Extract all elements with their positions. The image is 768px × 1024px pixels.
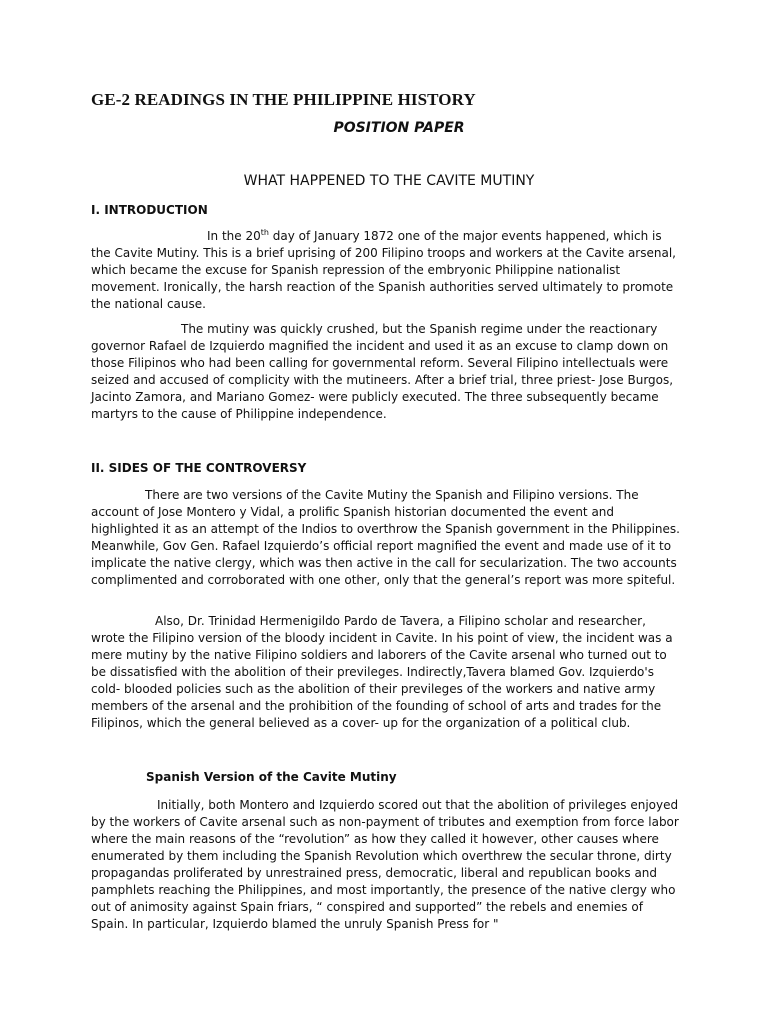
- section-heading-controversy: II. SIDES OF THE CONTROVERSY: [91, 461, 307, 475]
- paper-type: POSITION PAPER: [333, 120, 465, 136]
- section-heading-introduction: I. INTRODUCTION: [91, 203, 208, 217]
- intro-p1-start: In the 20: [207, 229, 261, 243]
- paper-heading: WHAT HAPPENED TO THE CAVITE MUTINY: [243, 173, 535, 189]
- subsection-heading-spanish-version: Spanish Version of the Cavite Mutiny: [146, 770, 397, 784]
- spanish-version-paragraph-1: Initially, both Montero and Izquierdo scored out that the abolition of privileges enjoyed by the workers of Cavite arsenal such as non-payment of tributes and exemption from force labor where the main reasons of the “revolution” as how they called it however, other causes where enumerated by them including the Spanish Revolution which overthrew the secular throne, dirty propagandas proliferated by unrestrained press, democratic, liberal and republican books and pamphlets reaching the Philippines, and most importantly, the presence of the native clergy who out of animosity against Spain friars, “ conspired and supported” the rebels and enemies of Spain. In particular, Izquierdo blamed the unruly Spanish Press for ": [91, 798, 679, 931]
- introduction-paragraph-1: [91, 228, 681, 313]
- ordinal-suffix: th: [260, 228, 269, 237]
- controversy-paragraph-1: There are two versions of the Cavite Mutiny the Spanish and Filipino versions. The account of Jose Montero y Vidal, a prolific Spanish historian documented the event and highlighted it as an attempt of the Indios to overthrow the Spanish government in the Philippines. Meanwhile, Gov Gen. Rafael Izquierdo’s official report magnified the event and made use of it to implicate the native clergy, which was then active in the call for secularization. The two accounts complimented and corroborated with one other, only that the general’s report was more spiteful.: [91, 488, 680, 587]
- course-title: GE-2 READINGS IN THE PHILIPPINE HISTORY: [91, 90, 476, 109]
- intro-p1-rest: day of January 1872 one of the major events happened, which is the Cavite Mutiny. This is a brief uprising of 200 Filipino troops and workers at the Cavite arsenal, which became the excuse for Spanish repression of the embryonic Philippine nationalist movement. Ironically, the harsh reaction of the Spanish authorities served ultimately to promote the national cause.: [91, 229, 676, 311]
- introduction-paragraph-2: The mutiny was quickly crushed, but the Spanish regime under the reactionary governor Rafael de Izquierdo magnified the incident and used it as an excuse to clamp down on those Filipinos who had been calling for governmental reform. Several Filipino intellectuals were seized and accused of complicity with the mutineers. After a brief trial, three priest- Jose Burgos, Jacinto Zamora, and Mariano Gomez- were publicly executed. The three subsequently became martyrs to the cause of Philippine independence.: [91, 322, 674, 421]
- controversy-paragraph-2: Also, Dr. Trinidad Hermenigildo Pardo de Tavera, a Filipino scholar and researcher, wrote the Filipino version of the bloody incident in Cavite. In his point of view, the incident was a mere mutiny by the native Filipino soldiers and laborers of the Cavite arsenal who turned out to be dissatisfied with the abolition of their previleges. Indirectly,Tavera blamed Gov. Izquierdo's cold- blooded policies such as the abolition of their previleges of the workers and native army members of the arsenal and the prohibition of the founding of school of arts and trades for the Filipinos, which the general believed as a cover- up for the organization of a political club.: [91, 614, 673, 730]
